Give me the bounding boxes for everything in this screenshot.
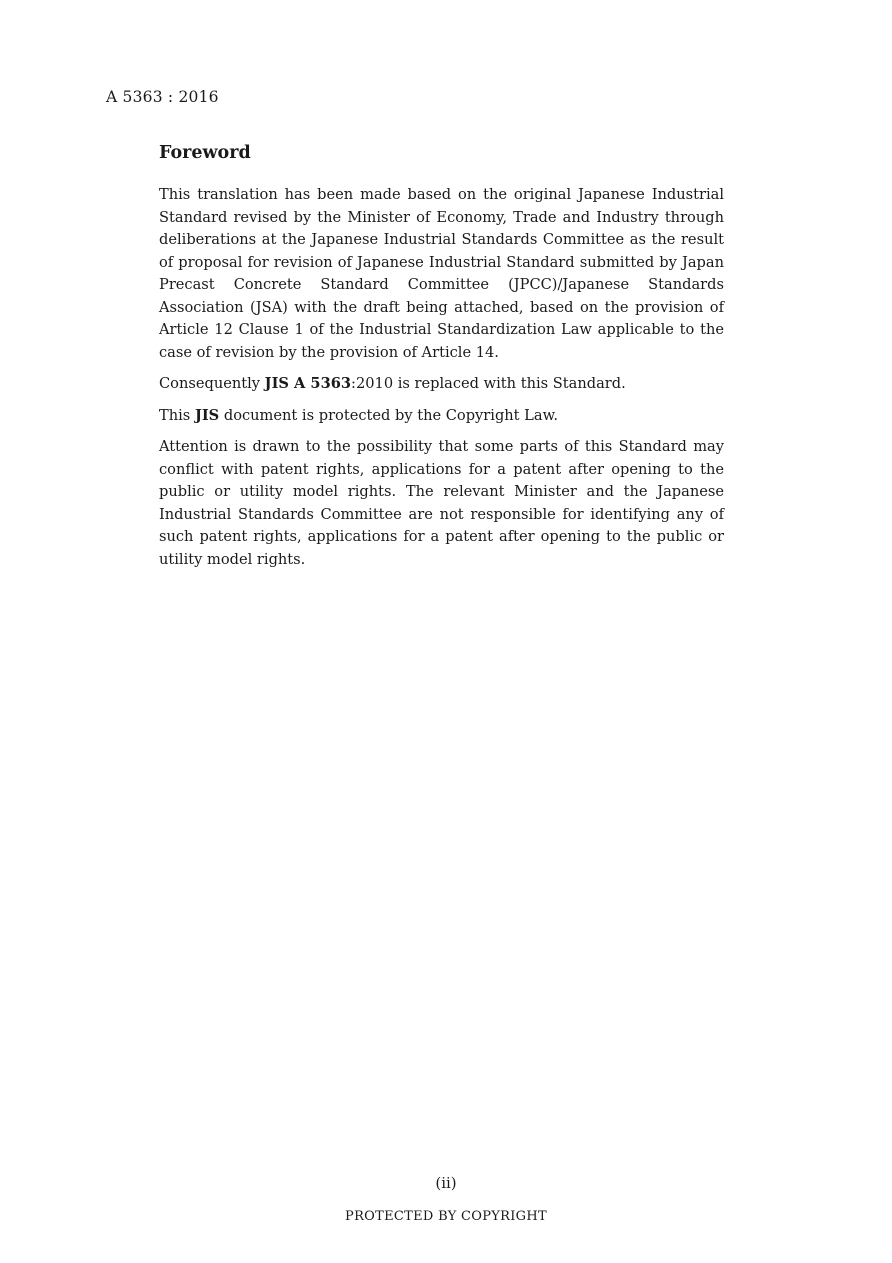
foreword-paragraph-2 (159, 373, 724, 396)
p3-text-after: document is protected by the Copyright Law. (219, 406, 558, 424)
p2-text-before: Consequently (159, 375, 265, 392)
foreword-paragraph-4: Attention is drawn to the possibility that some parts of this Standard may conflict with patent rights, applications for a patent after opening to the public or utility model rights. The relevant Minister and the Japanese Industrial Standards Committee are not responsible for identifying any of such patent rights, applications for a patent after opening to the public or utility model rights. (159, 438, 724, 568)
p3-text-before: This (159, 406, 195, 424)
page-number: (ii) (435, 1174, 457, 1192)
p3-jis-ref: JIS (194, 406, 220, 424)
foreword-paragraph-1: This translation has been made based on the original Japanese Industrial Standard revised by the Minister of Economy, Trade and Industry through deliberations at the Japanese Industrial Standards Committee as the result of proposal for revision of Japanese Industrial Standard submitted by Japan Precast Concrete Standard Committee (JPCC)/Japanese Standards Association (JSA) with the draft being attached, based on the provision of Article 12 Clause 1 of the Industrial Standardization Law applicable to the case of revision by the provision of Article 14. (159, 186, 724, 361)
p2-text-after: :2010 is replaced with this Standard. (351, 375, 626, 392)
p2-standard-ref: JIS A 5363 (264, 375, 352, 392)
foreword-title: Foreword (159, 143, 251, 163)
foreword-section (159, 143, 724, 580)
foreword-paragraph-3 (159, 405, 724, 428)
copyright-notice: PROTECTED BY COPYRIGHT (345, 1209, 547, 1224)
standard-code: A 5363 : 2016 (106, 88, 219, 106)
